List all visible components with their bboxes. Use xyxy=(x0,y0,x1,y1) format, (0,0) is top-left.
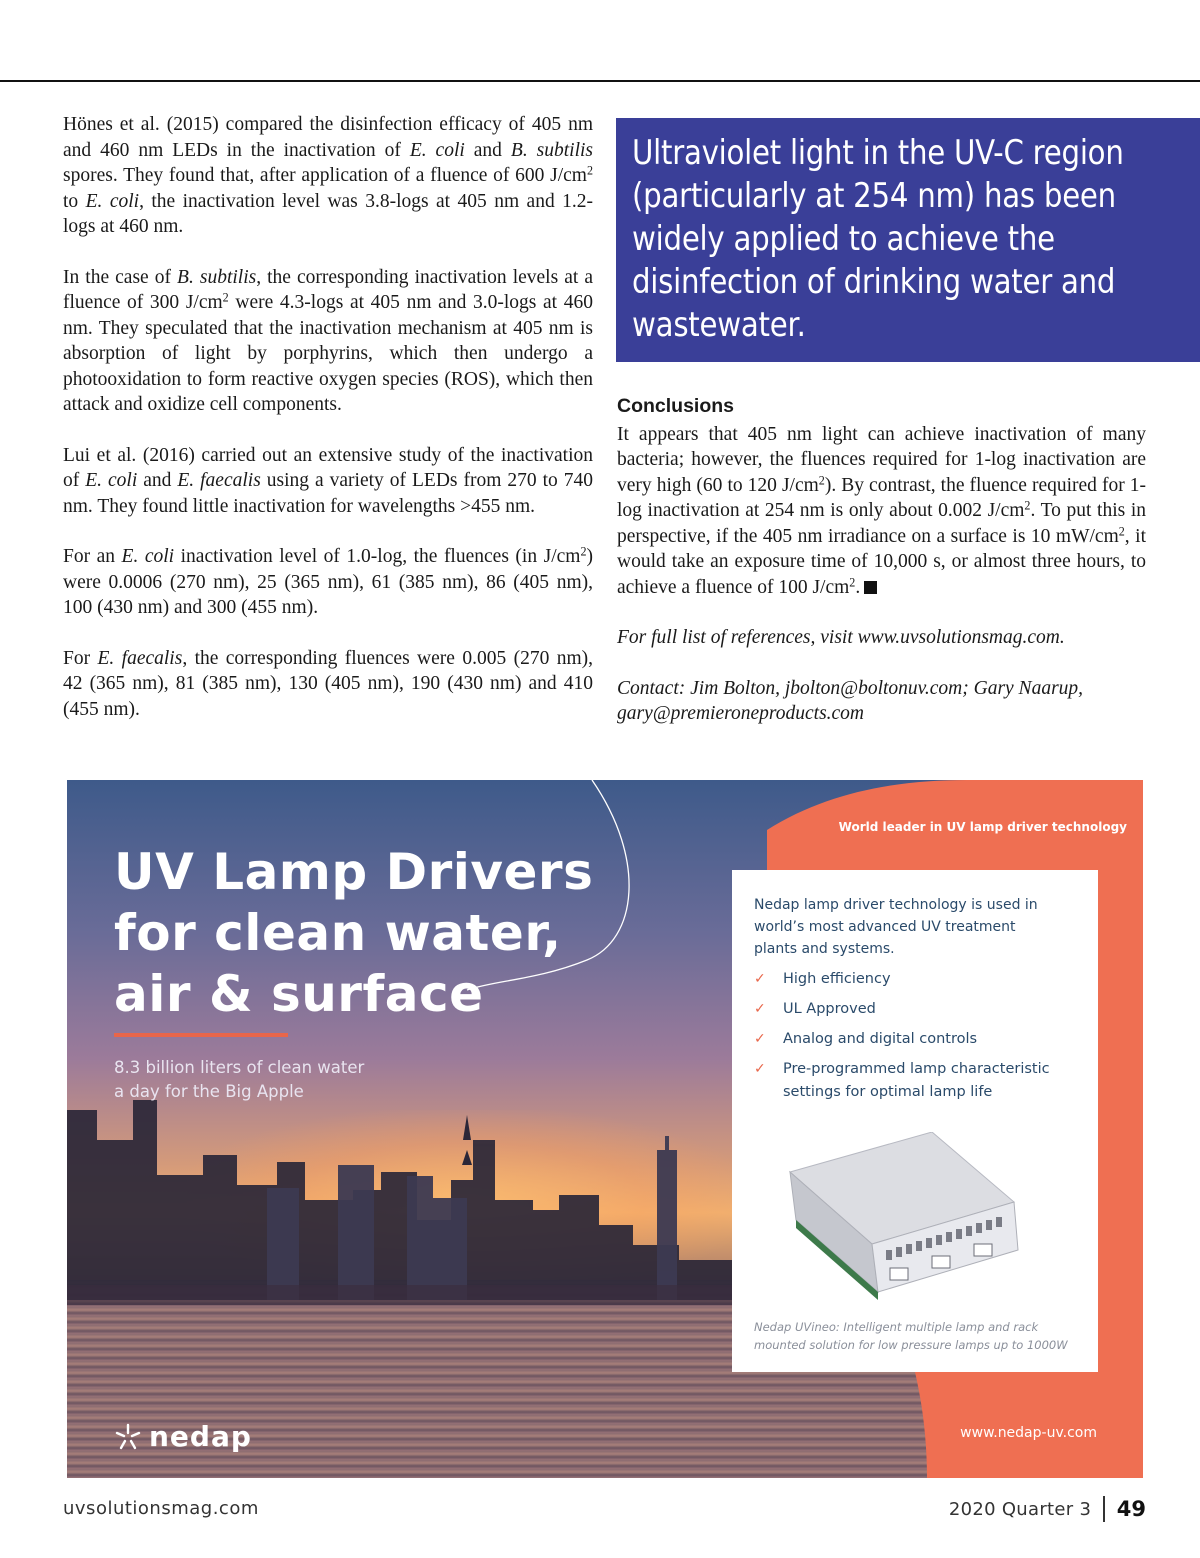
card-intro: Nedap lamp driver technology is used in world’s most advanced UV treatment plants and systems. xyxy=(754,897,1038,957)
check-icon: ✓ xyxy=(754,1031,766,1047)
check-icon: ✓ xyxy=(754,1061,766,1077)
article-paragraph: For an E. coli inactivation level of 1.0-log, the fluences (in $J/cm^2$) were 0.0006 (270 nm), 25 (365 nm), 61 (385 nm), 86 (405 nm), 100 (430 nm) and 300 (455 nm). xyxy=(63,544,593,618)
check-icon: ✓ xyxy=(754,971,766,987)
footer-issue: 2020 Quarter 3 xyxy=(948,1498,1092,1520)
footer-divider xyxy=(1103,1496,1105,1522)
feature-item: ✓ Analog and digital controls xyxy=(754,1028,1078,1051)
ad-info-card xyxy=(732,870,1098,1372)
pullquote-text: Ultraviolet light in the UV-C region (particularly at 254 nm) has been widely applied to achieve the disinfection of drinking water and wastewater. xyxy=(632,133,1124,345)
end-mark-icon xyxy=(864,581,877,594)
footer-site[interactable]: uvsolutionsmag.com xyxy=(63,1498,259,1519)
article-paragraph: In the case of B. subtilis, the corresponding inactivation levels at a fluence of 300 $J/cm^2$ were 4.3-logs at 405 nm and 3.0-logs at 460 nm. They speculated that the inactivation mechanism at 405 nm is absorption of light by porphyrins, which then undergo a photooxidation to form reactive oxygen species (ROS), which then attack and oxidize cell components. xyxy=(63,266,593,415)
article-left-column xyxy=(63,112,593,747)
article-right-column xyxy=(617,394,1146,752)
ad-website-link[interactable]: www.nedap-uv.com xyxy=(960,1425,1097,1441)
feature-item: ✓ UL Approved xyxy=(754,998,1078,1021)
feature-list xyxy=(754,968,1078,1104)
nedap-logo-text: nedap xyxy=(149,1420,252,1453)
nedap-advertisement[interactable] xyxy=(67,780,1143,1478)
nedap-star-icon xyxy=(113,1422,143,1452)
lamp-driver-product-image xyxy=(782,1132,1022,1302)
feature-item: ✓ Pre-programmed lamp characteristic settings for optimal lamp life xyxy=(754,1058,1078,1104)
feature-item: ✓ High efficiency xyxy=(754,968,1078,991)
ad-headline-underline xyxy=(114,1033,288,1037)
product-caption: Nedap UVineo: Intelligent multiple lamp and rack mounted solution for low pressure lamps up to 1000W xyxy=(754,1320,1068,1352)
top-rule xyxy=(0,80,1200,82)
conclusions-heading: Conclusions xyxy=(617,395,735,417)
pullquote-box xyxy=(616,118,1200,362)
conclusions-paragraph: It appears that 405 nm light can achieve inactivation of many bacteria; however, the fluences required for 1-log inactivation are very high (60 to 120 $J/cm^2$). By contrast, the fluence required for 1-log inactivation at 254 nm is only about 0.002 $J/cm^2$. To put this in perspective, if the 405 nm irradiance on a surface is 10 $mW/cm^2$, it would take an exposure time of 10,000 s, or almost three hours, to achieve a fluence of 100 $J/cm^2$. xyxy=(617,423,1147,598)
ad-subtext: 8.3 billion liters of clean water a day for the Big Apple xyxy=(114,1058,365,1101)
references-note: For full list of references, visit www.uvsolutionsmag.com. xyxy=(617,627,1065,648)
check-icon: ✓ xyxy=(754,1001,766,1017)
page-number: 49 xyxy=(1116,1497,1146,1521)
contact-line: Contact: Jim Bolton, jbolton@boltonuv.com; Gary Naarup, gary@premieroneproducts.com xyxy=(617,677,1084,724)
article-paragraph: Hönes et al. (2015) compared the disinfection efficacy of 405 nm and 460 nm LEDs in the inactivation of E. coli and B. subtilis spores. They found that, after application of a fluence of 600 $J/cm^2$ to E. coli, the inactivation level was 3.8-logs at 405 nm and 1.2-logs at 460 nm. xyxy=(63,114,594,237)
ad-headline: UV Lamp Drivers for clean water, air & surface xyxy=(114,843,594,1023)
article-paragraph: For E. faecalis, the corresponding fluences were 0.005 (270 nm), 42 (365 nm), 81 (385 nm), 130 (405 nm), 190 (430 nm) and 410 (455 nm). xyxy=(63,647,593,720)
ad-tagline: World leader in UV lamp driver technology xyxy=(838,820,1127,834)
article-paragraph: Lui et al. (2016) carried out an extensive study of the inactivation of E. coli and E. faecalis using a variety of LEDs from 270 to 740 nm. They found little inactivation for wavelengths >455 nm. xyxy=(63,444,593,517)
footer-issue-info xyxy=(949,1496,1146,1522)
nedap-logo[interactable] xyxy=(113,1420,252,1453)
